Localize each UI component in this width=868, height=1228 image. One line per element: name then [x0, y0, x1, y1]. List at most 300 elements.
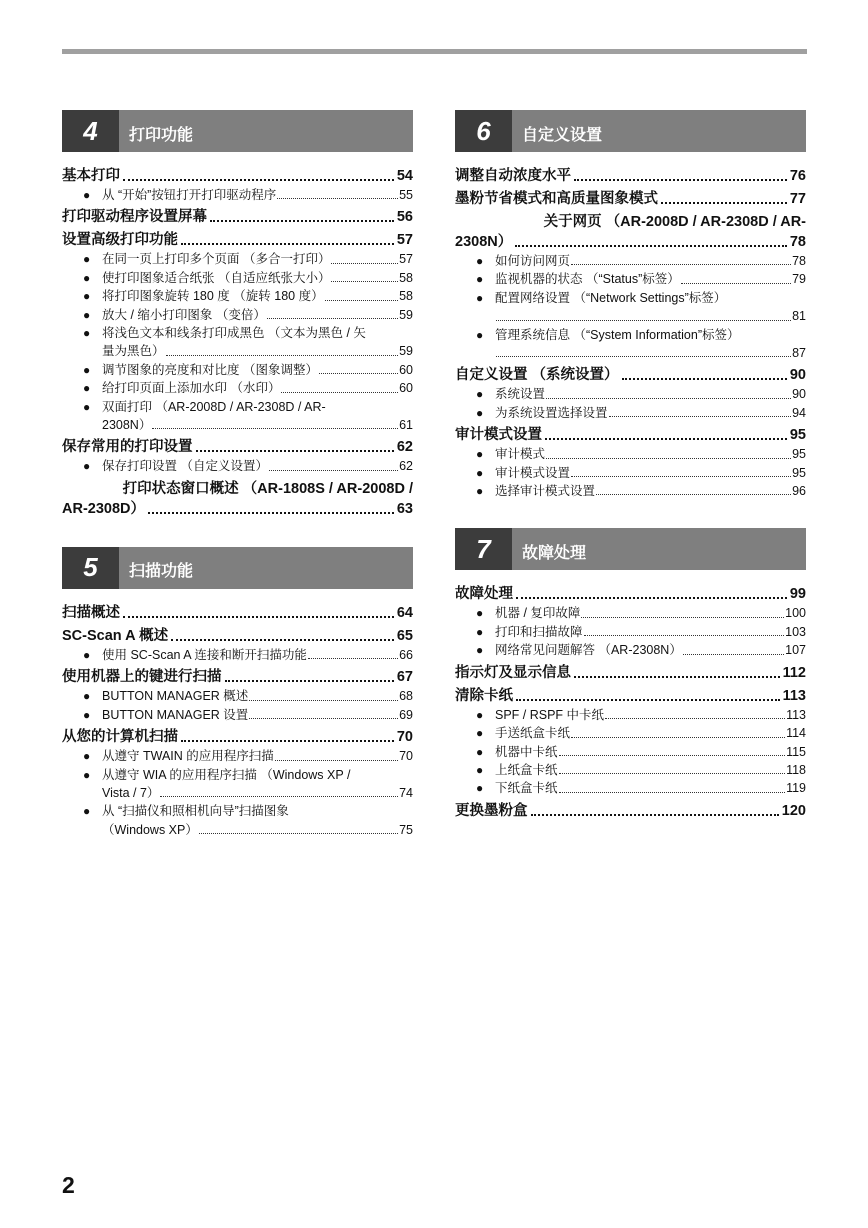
toc-subentry-page: 95	[792, 447, 806, 462]
leader-dots	[581, 617, 784, 618]
toc-subentry-title: BUTTON MANAGER 概述	[102, 689, 249, 704]
leader-dots	[152, 428, 398, 429]
leader-dots	[605, 718, 785, 719]
bullet-icon: ●	[83, 252, 91, 267]
bullet-icon: ●	[476, 387, 484, 402]
toc-subentry-title: 网络常见问题解答 （AR-2308N）	[495, 643, 682, 658]
toc-entry-title-line1[interactable]: 关于网页 （AR-2008D / AR-2308D / AR-	[543, 214, 806, 230]
toc-entry-page: 67	[396, 669, 413, 686]
toc-entry	[455, 584, 806, 659]
leader-dots	[269, 470, 398, 471]
toc-subentry-line	[495, 724, 806, 742]
leader-dots	[249, 718, 398, 719]
toc-entry	[455, 425, 806, 500]
toc-subentry-line	[102, 361, 413, 379]
toc-subentry-title: 如何访问网页	[495, 254, 571, 268]
toc-subentry[interactable]	[62, 706, 413, 724]
toc-subentry-title: 机器中卡纸	[495, 744, 558, 759]
leader-dots	[681, 283, 791, 284]
page-number: 2	[62, 1172, 75, 1198]
toc-subentry[interactable]	[455, 724, 806, 742]
toc-entry-line[interactable]	[455, 425, 806, 445]
leader-dots	[571, 737, 785, 738]
toc-entry-title: 从您的计算机扫描	[62, 729, 178, 746]
leader-dots	[148, 512, 394, 514]
leader-dots	[574, 676, 780, 678]
toc-entry-page: 113	[782, 687, 806, 704]
toc-subentry-line	[102, 821, 413, 839]
toc-entry-page: 62	[396, 439, 413, 456]
toc-subentry-title: 量为黑色）	[102, 344, 165, 359]
section-number: 6	[455, 110, 512, 152]
section-header	[455, 528, 806, 570]
toc-subentry-title: 保存打印设置 （自定义设置）	[102, 459, 268, 474]
bullet-icon: ●	[476, 465, 484, 480]
toc-entry-page: 76	[789, 168, 806, 184]
toc-subentry[interactable]	[455, 464, 806, 482]
bullet-icon: ●	[476, 643, 484, 658]
leader-dots	[609, 416, 792, 417]
leader-dots	[210, 220, 394, 222]
toc-right-column	[455, 110, 806, 849]
section-title: 自定义设置	[522, 126, 603, 144]
toc-subentry-line	[102, 342, 413, 360]
toc-subentry[interactable]	[455, 445, 806, 463]
toc-subentry-line	[495, 706, 806, 724]
bullet-icon: ●	[83, 749, 91, 764]
leader-dots	[123, 179, 394, 181]
toc-subentry[interactable]	[62, 398, 413, 435]
toc-entry	[62, 437, 413, 475]
toc-subentry-title: 在同一页上打印多个页面 （多合一打印）	[102, 252, 331, 267]
leader-dots	[325, 300, 399, 301]
bullet-icon: ●	[83, 289, 91, 304]
toc-subentry-page: 70	[399, 749, 413, 764]
leader-dots	[683, 654, 784, 655]
toc-subentry-page: 62	[399, 459, 413, 474]
toc-subentry-title: 使打印图象适合纸张 （自适应纸张大小）	[102, 270, 331, 285]
toc-subentry-title-line1: 从 “扫描仪和照相机向导”扫描图象	[102, 804, 289, 819]
toc-subentry-title: 审计模式设置	[495, 465, 571, 480]
toc-subentry-title: 为系统设置选择设置	[495, 405, 608, 420]
toc-subentry-page: 119	[786, 781, 806, 796]
bullet-icon: ●	[83, 767, 91, 782]
toc-entry-line[interactable]	[62, 603, 413, 623]
toc-entry-title: 保存常用的打印设置	[62, 439, 193, 456]
toc-subentry-page: 75	[399, 822, 413, 837]
toc-subentry-page: 58	[399, 270, 413, 285]
bullet-icon: ●	[83, 707, 91, 722]
toc-entry-line[interactable]	[455, 166, 806, 186]
toc-subentry-title: 给打印页面上添加水印 （水印）	[102, 381, 281, 396]
toc-entry	[62, 207, 413, 227]
toc-entry	[62, 166, 413, 204]
toc-subentry[interactable]	[455, 385, 806, 403]
toc-subentry-line	[102, 706, 413, 724]
leader-dots	[160, 796, 398, 797]
leader-dots	[622, 378, 787, 380]
section-number: 5	[62, 547, 119, 589]
toc-entry-line[interactable]	[455, 663, 806, 683]
toc-subentry-line	[102, 687, 413, 705]
bullet-icon: ●	[83, 381, 91, 396]
toc-entry-title: 扫描概述	[62, 604, 120, 621]
toc-subentry-title: 使用 SC-Scan A 连接和断开扫描功能	[102, 647, 307, 662]
toc-subentry[interactable]	[455, 761, 806, 779]
bullet-icon: ●	[476, 327, 484, 342]
toc-entry-page: 57	[396, 232, 413, 249]
toc-entry-title: 基本打印	[62, 168, 120, 184]
toc-subentry[interactable]	[455, 743, 806, 761]
leader-dots	[516, 597, 787, 599]
toc-subentry-line	[495, 641, 806, 659]
section-number: 4	[62, 110, 119, 152]
toc-subentry-line	[102, 287, 413, 305]
toc-entry-page: 95	[789, 427, 806, 444]
leader-dots	[199, 833, 398, 834]
leader-dots	[571, 476, 791, 477]
toc-subentry-page: 118	[786, 762, 806, 777]
toc-entry-page: 120	[781, 802, 806, 819]
toc-subentry[interactable]	[455, 270, 806, 288]
toc-subentry-page: 78	[792, 254, 806, 268]
bullet-icon: ●	[476, 744, 484, 759]
toc-subentry-page: 68	[399, 689, 413, 704]
toc-subentry-line	[102, 784, 413, 802]
toc-subentry-title: 上纸盒卡纸	[495, 762, 558, 777]
toc-subentry-page: 114	[786, 726, 806, 741]
toc-entry	[455, 686, 806, 798]
bullet-icon: ●	[476, 447, 484, 462]
toc-entry-title: 调整自动浓度水平	[455, 168, 571, 184]
toc-subentry-page: 94	[792, 405, 806, 420]
leader-dots	[123, 616, 394, 618]
toc-subentry-page: 66	[399, 647, 413, 662]
toc-entry	[62, 230, 413, 434]
toc-subentry[interactable]	[62, 306, 413, 324]
toc-subentry-line	[495, 604, 806, 622]
bullet-icon: ●	[83, 459, 91, 474]
toc-subentry[interactable]	[62, 361, 413, 379]
leader-dots	[515, 245, 787, 247]
toc-subentry-page: 79	[792, 272, 806, 287]
toc-subentry[interactable]	[455, 706, 806, 724]
toc-subentry-page: 103	[785, 624, 806, 639]
bullet-icon: ●	[476, 762, 484, 777]
toc-entry-page: 54	[396, 168, 413, 184]
toc-entry-title: 墨粉节省模式和高质量图象模式	[455, 191, 658, 207]
toc-subentry-line	[495, 445, 806, 463]
leader-dots	[531, 814, 779, 816]
toc-subentry-page: 100	[785, 606, 806, 621]
bullet-icon: ●	[83, 326, 91, 341]
bullet-icon: ●	[83, 270, 91, 285]
toc-subentry-title: 审计模式	[495, 447, 546, 462]
toc-subentry-line	[102, 250, 413, 268]
toc-subentry-line	[102, 186, 413, 204]
toc-entry-title: 审计模式设置	[455, 427, 542, 444]
toc-subentry-line	[495, 779, 806, 797]
toc-subentry-title: （Windows XP）	[102, 822, 198, 837]
toc-subentry-title: 系统设置	[495, 387, 546, 402]
toc-entry-page: 78	[789, 234, 806, 250]
toc-subentry-line	[495, 270, 806, 288]
toc-entry	[455, 212, 806, 362]
toc-entry	[455, 801, 806, 821]
toc-subentry-line	[495, 761, 806, 779]
toc-subentry-line	[102, 306, 413, 324]
toc-subentry-page: 90	[792, 387, 806, 402]
toc-entry-title: 2308N）	[455, 234, 513, 250]
toc-section	[455, 110, 806, 500]
section-header	[62, 110, 413, 152]
bullet-icon: ●	[83, 307, 91, 322]
toc-entry-line[interactable]	[62, 626, 413, 646]
leader-dots	[546, 458, 791, 459]
toc-entry-title: 打印驱动程序设置屏幕	[62, 209, 207, 226]
toc-subentry-page: 60	[399, 381, 413, 396]
top-rule	[62, 49, 807, 54]
toc-subentry[interactable]	[62, 287, 413, 305]
toc-subentry-page: 58	[399, 289, 413, 304]
toc-subentry-page: 81	[792, 309, 806, 324]
toc-entry-line[interactable]	[455, 584, 806, 604]
toc-subentry-line	[495, 623, 806, 641]
toc-subentry-title-line1: 从遵守 WIA 的应用程序扫描 （Windows XP /	[102, 767, 351, 782]
toc-entry-line[interactable]	[455, 232, 806, 252]
toc-subentry[interactable]	[455, 604, 806, 622]
toc-entry-line[interactable]	[455, 686, 806, 706]
toc-entry-title: SC-Scan A 概述	[62, 627, 169, 644]
toc-section	[62, 110, 413, 519]
leader-dots	[275, 760, 398, 761]
leader-dots	[559, 755, 786, 756]
toc-subentry-title: 调节图象的亮度和对比度 （图象调整）	[102, 362, 318, 377]
bullet-icon: ●	[476, 405, 484, 420]
toc-subentry[interactable]	[62, 802, 413, 839]
leader-dots	[281, 392, 398, 393]
leader-dots	[584, 635, 785, 636]
bullet-icon: ●	[83, 188, 91, 202]
toc-subentry-title-line1: 将浅色文本和线条打印成黑色 （文本为黑色 / 矢	[102, 326, 366, 341]
toc-subentry-line	[495, 482, 806, 500]
toc-entry-line[interactable]	[62, 727, 413, 747]
toc-entry	[62, 667, 413, 724]
bullet-icon: ●	[476, 707, 484, 722]
toc-subentry-line	[495, 252, 806, 270]
leader-dots	[249, 700, 398, 701]
toc-subentry-title: BUTTON MANAGER 设置	[102, 707, 249, 722]
leader-dots	[331, 263, 398, 264]
toc-subentry-title: SPF / RSPF 中卡纸	[495, 707, 605, 722]
toc-subentry[interactable]	[455, 482, 806, 500]
toc-subentry-title: 放大 / 缩小打印图象 （变倍）	[102, 307, 266, 322]
toc-entry-page: 77	[789, 191, 806, 207]
toc-subentry-title-line1: 双面打印 （AR-2008D / AR-2308D / AR-	[102, 399, 326, 414]
toc-entry-page: 56	[396, 209, 413, 226]
toc-entry-page: 112	[782, 664, 806, 681]
bullet-icon: ●	[83, 804, 91, 819]
toc-subentry-line	[495, 743, 806, 761]
toc-subentry-title: Vista / 7）	[102, 785, 160, 800]
toc-subentry[interactable]	[455, 779, 806, 797]
leader-dots	[331, 281, 398, 282]
toc-entry-title-line1[interactable]: 打印状态窗口概述 （AR-1808S / AR-2008D /	[122, 480, 413, 497]
section-title: 故障处理	[522, 544, 587, 562]
toc-entry-line[interactable]	[62, 230, 413, 250]
bullet-icon: ●	[476, 272, 484, 287]
toc-entry-title: 指示灯及显示信息	[455, 664, 571, 681]
bullet-icon: ●	[83, 689, 91, 704]
toc-subentry-page: 57	[399, 252, 413, 267]
toc-entry-title: 自定义设置 （系统设置）	[455, 367, 619, 384]
bullet-icon: ●	[476, 254, 484, 268]
toc-entry-line[interactable]	[62, 166, 413, 186]
toc-subentry-title: 从遵守 TWAIN 的应用程序扫描	[102, 749, 274, 764]
toc-subentry-title: 机器 / 复印故障	[495, 606, 581, 621]
toc-subentry-line	[495, 344, 806, 362]
toc-subentry[interactable]	[455, 641, 806, 659]
leader-dots	[571, 264, 791, 265]
toc-subentry[interactable]	[62, 269, 413, 287]
toc-subentry-page: 59	[399, 344, 413, 359]
toc-subentry[interactable]	[455, 326, 806, 363]
toc-subentry-line	[102, 379, 413, 397]
toc-subentry-page: 107	[785, 643, 806, 658]
leader-dots	[596, 494, 791, 495]
section-header	[455, 110, 806, 152]
toc-subentry[interactable]	[455, 252, 806, 270]
toc-entry-line[interactable]	[62, 207, 413, 227]
toc-subentry-title: 将打印图象旋转 180 度 （旋转 180 度）	[102, 289, 324, 304]
toc-entry	[62, 626, 413, 664]
leader-dots	[496, 356, 791, 357]
toc-subentry-page: 74	[399, 785, 413, 800]
toc-subentry-page: 59	[399, 307, 413, 322]
toc-entry-page: 64	[396, 604, 413, 621]
toc-entry	[62, 479, 413, 519]
toc-entry-line[interactable]	[455, 365, 806, 385]
leader-dots	[267, 318, 398, 319]
leader-dots	[496, 320, 791, 321]
toc-subentry-line	[102, 646, 413, 664]
toc-subentry-title-line1: 配置网络设置 （“Network Settings”标签）	[495, 290, 727, 305]
toc-subentry-page: 87	[792, 346, 806, 361]
toc-subentry[interactable]	[62, 687, 413, 705]
toc-subentry-page: 55	[399, 188, 413, 202]
toc-subentry-title: 打印和扫描故障	[495, 624, 583, 639]
toc-subentry-page: 95	[792, 465, 806, 480]
toc-entry-title: 设置高级打印功能	[62, 232, 178, 249]
toc-subentry-title-line1: 管理系统信息 （“System Information”标签）	[495, 327, 740, 342]
toc-entry-page: 70	[396, 729, 413, 746]
leader-dots	[196, 450, 394, 452]
leader-dots	[319, 373, 398, 374]
toc-subentry-page: 115	[786, 744, 806, 759]
toc-entry	[455, 189, 806, 209]
section-header	[62, 547, 413, 589]
toc-subentry-line	[495, 464, 806, 482]
toc-subentry[interactable]	[455, 289, 806, 326]
toc-subentry-page: 96	[792, 484, 806, 499]
bullet-icon: ●	[476, 624, 484, 639]
leader-dots	[545, 438, 787, 440]
toc-entry-title: 故障处理	[455, 586, 513, 603]
toc-subentry-line	[495, 404, 806, 422]
toc-entry-page: 65	[396, 627, 413, 644]
toc-subentry[interactable]	[62, 747, 413, 765]
toc-entry	[62, 727, 413, 839]
toc-entry-line[interactable]	[62, 667, 413, 687]
toc-entry	[455, 166, 806, 186]
toc-subentry-title: 选择审计模式设置	[495, 484, 596, 499]
leader-dots	[181, 740, 394, 742]
bullet-icon: ●	[476, 726, 484, 741]
leader-dots	[546, 398, 791, 399]
toc-subentry-title: 下纸盒卡纸	[495, 781, 558, 796]
toc-subentry[interactable]	[62, 250, 413, 268]
leader-dots	[559, 773, 786, 774]
toc-subentry-page: 113	[786, 707, 806, 722]
toc-entry-page: 63	[396, 500, 413, 517]
toc-subentry[interactable]	[62, 379, 413, 397]
toc-subentry-page: 61	[399, 418, 413, 433]
toc-left-column	[62, 110, 413, 867]
bullet-icon: ●	[476, 606, 484, 621]
leader-dots	[166, 355, 399, 356]
toc-entry	[455, 663, 806, 683]
leader-dots	[308, 658, 398, 659]
leader-dots	[171, 639, 394, 641]
toc-entry-page: 90	[789, 367, 806, 384]
leader-dots	[661, 202, 787, 204]
toc-subentry[interactable]	[455, 404, 806, 422]
toc-subentry-line	[102, 747, 413, 765]
toc-entry-title: AR-2308D）	[62, 500, 145, 517]
leader-dots	[277, 198, 398, 199]
toc-subentry[interactable]	[62, 646, 413, 664]
toc-subentry-line	[495, 385, 806, 403]
toc-entry-page: 99	[789, 586, 806, 603]
toc-subentry[interactable]	[62, 324, 413, 361]
toc-subentry[interactable]	[62, 186, 413, 204]
toc-subentry-title: 手送纸盒卡纸	[495, 726, 571, 741]
toc-entry-title: 更换墨粉盒	[455, 802, 528, 819]
bullet-icon: ●	[476, 484, 484, 499]
toc-entry-line[interactable]	[455, 189, 806, 209]
section-number: 7	[455, 528, 512, 570]
toc-subentry-title: 2308N）	[102, 418, 152, 433]
leader-dots	[225, 680, 394, 682]
section-title: 扫描功能	[129, 563, 194, 581]
toc-entry	[455, 365, 806, 422]
toc-subentry[interactable]	[62, 457, 413, 475]
toc-subentry[interactable]	[62, 766, 413, 803]
toc-entry-line[interactable]	[62, 437, 413, 457]
toc-subentry-page: 60	[399, 362, 413, 377]
section-title: 打印功能	[129, 126, 194, 144]
leader-dots	[559, 792, 786, 793]
toc-entry-line[interactable]	[455, 801, 806, 821]
toc-subentry[interactable]	[455, 623, 806, 641]
toc-entry-line[interactable]	[62, 499, 413, 519]
toc-entry	[62, 603, 413, 623]
toc-subentry-page: 69	[399, 707, 413, 722]
leader-dots	[181, 243, 394, 245]
leader-dots	[516, 699, 780, 701]
toc-subentry-title: 从 “开始”按钮打开打印驱动程序	[102, 188, 277, 202]
toc-subentry-line	[102, 457, 413, 475]
